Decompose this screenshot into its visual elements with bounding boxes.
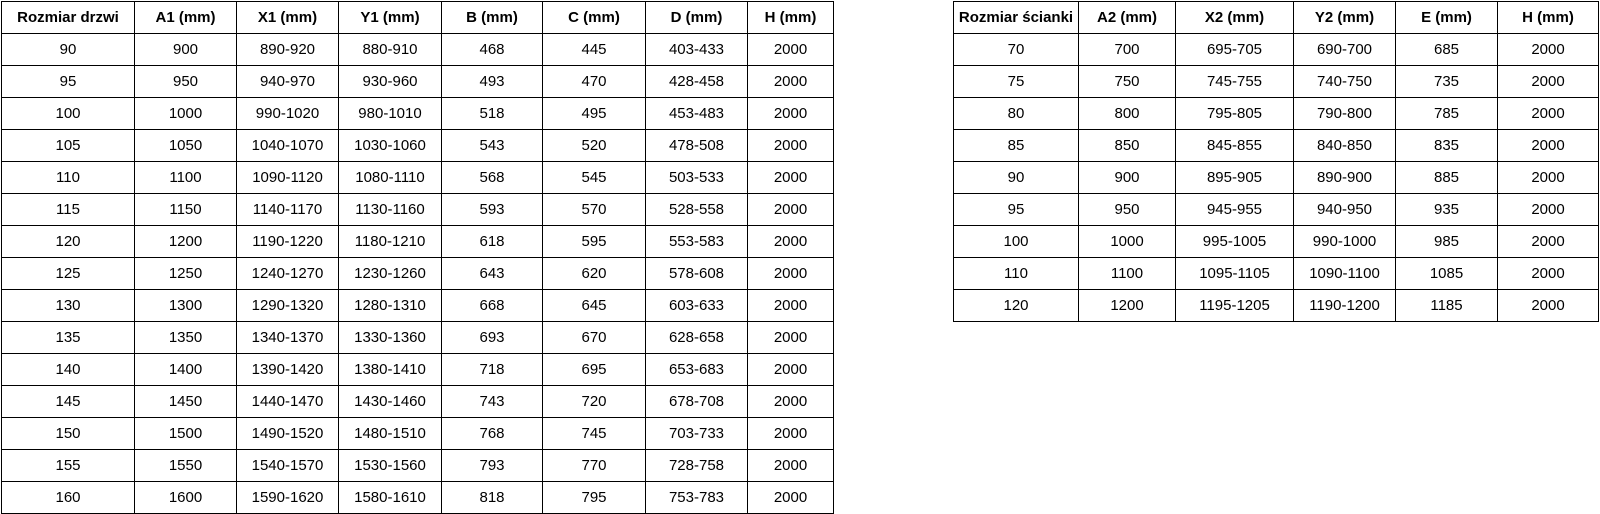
table-cell: 543 bbox=[442, 130, 543, 162]
table-cell: 403-433 bbox=[646, 34, 748, 66]
table-cell: 1190-1220 bbox=[237, 226, 339, 258]
table-cell: 1030-1060 bbox=[339, 130, 442, 162]
table-cell: 568 bbox=[442, 162, 543, 194]
table-cell: 678-708 bbox=[646, 386, 748, 418]
table-row bbox=[2, 130, 834, 162]
table-cell: 1580-1610 bbox=[339, 482, 442, 514]
table-cell: 800 bbox=[1079, 98, 1176, 130]
door-size-table-body bbox=[2, 34, 834, 514]
table-cell: 1140-1170 bbox=[237, 194, 339, 226]
table-row bbox=[954, 34, 1599, 66]
table-cell: 695-705 bbox=[1176, 34, 1294, 66]
table-cell: 1380-1410 bbox=[339, 354, 442, 386]
table-cell: 155 bbox=[2, 450, 135, 482]
table-cell: 703-733 bbox=[646, 418, 748, 450]
table-cell: 1480-1510 bbox=[339, 418, 442, 450]
table-cell: 885 bbox=[1396, 162, 1498, 194]
table-cell: 1590-1620 bbox=[237, 482, 339, 514]
table-cell: 670 bbox=[543, 322, 646, 354]
table-cell: 770 bbox=[543, 450, 646, 482]
table-cell: 2000 bbox=[748, 258, 834, 290]
table-cell: 753-783 bbox=[646, 482, 748, 514]
table-cell: 793 bbox=[442, 450, 543, 482]
table-cell: 1250 bbox=[135, 258, 237, 290]
table-cell: 995-1005 bbox=[1176, 226, 1294, 258]
table-row bbox=[2, 418, 834, 450]
table-cell: 445 bbox=[543, 34, 646, 66]
table-cell: 940-970 bbox=[237, 66, 339, 98]
table-cell: 145 bbox=[2, 386, 135, 418]
table-cell: 1130-1160 bbox=[339, 194, 442, 226]
table-cell: 740-750 bbox=[1294, 66, 1396, 98]
table-cell: 2000 bbox=[748, 386, 834, 418]
table-cell: 1200 bbox=[1079, 290, 1176, 322]
table-cell: 1200 bbox=[135, 226, 237, 258]
table-cell: 818 bbox=[442, 482, 543, 514]
table-cell: 1340-1370 bbox=[237, 322, 339, 354]
column-header: Y2 (mm) bbox=[1294, 2, 1396, 34]
table-cell: 890-920 bbox=[237, 34, 339, 66]
table-cell: 545 bbox=[543, 162, 646, 194]
table-cell: 2000 bbox=[1498, 162, 1599, 194]
table-cell: 795 bbox=[543, 482, 646, 514]
table-cell: 1390-1420 bbox=[237, 354, 339, 386]
table-cell: 453-483 bbox=[646, 98, 748, 130]
table-cell: 990-1020 bbox=[237, 98, 339, 130]
table-cell: 1090-1100 bbox=[1294, 258, 1396, 290]
table-cell: 1195-1205 bbox=[1176, 290, 1294, 322]
table-cell: 1185 bbox=[1396, 290, 1498, 322]
table-cell: 428-458 bbox=[646, 66, 748, 98]
table-cell: 110 bbox=[954, 258, 1079, 290]
table-cell: 945-955 bbox=[1176, 194, 1294, 226]
table-cell: 1050 bbox=[135, 130, 237, 162]
table-cell: 718 bbox=[442, 354, 543, 386]
table-cell: 120 bbox=[2, 226, 135, 258]
table-cell: 790-800 bbox=[1294, 98, 1396, 130]
table-cell: 2000 bbox=[748, 162, 834, 194]
column-header: Rozmiar drzwi bbox=[2, 2, 135, 34]
table-cell: 890-900 bbox=[1294, 162, 1396, 194]
table-cell: 2000 bbox=[748, 130, 834, 162]
table-cell: 785 bbox=[1396, 98, 1498, 130]
table-row bbox=[954, 194, 1599, 226]
column-header: H (mm) bbox=[748, 2, 834, 34]
table-cell: 570 bbox=[543, 194, 646, 226]
table-cell: 1000 bbox=[1079, 226, 1176, 258]
table-cell: 100 bbox=[954, 226, 1079, 258]
table-row bbox=[2, 34, 834, 66]
wall-size-table-body bbox=[954, 34, 1599, 322]
table-cell: 685 bbox=[1396, 34, 1498, 66]
table-cell: 1190-1200 bbox=[1294, 290, 1396, 322]
table-cell: 840-850 bbox=[1294, 130, 1396, 162]
table-cell: 643 bbox=[442, 258, 543, 290]
table-cell: 980-1010 bbox=[339, 98, 442, 130]
table-cell: 80 bbox=[954, 98, 1079, 130]
table-cell: 618 bbox=[442, 226, 543, 258]
table-cell: 653-683 bbox=[646, 354, 748, 386]
table-cell: 2000 bbox=[748, 66, 834, 98]
table-cell: 75 bbox=[954, 66, 1079, 98]
table-cell: 125 bbox=[2, 258, 135, 290]
table-cell: 1080-1110 bbox=[339, 162, 442, 194]
table-cell: 1230-1260 bbox=[339, 258, 442, 290]
table-row bbox=[2, 258, 834, 290]
table-cell: 940-950 bbox=[1294, 194, 1396, 226]
table-cell: 990-1000 bbox=[1294, 226, 1396, 258]
wall-size-table bbox=[953, 1, 1599, 322]
table-cell: 150 bbox=[2, 418, 135, 450]
table-cell: 750 bbox=[1079, 66, 1176, 98]
wall-size-table-header bbox=[954, 2, 1599, 34]
table-cell: 1430-1460 bbox=[339, 386, 442, 418]
table-row bbox=[2, 354, 834, 386]
table-cell: 90 bbox=[2, 34, 135, 66]
table-cell: 1440-1470 bbox=[237, 386, 339, 418]
table-cell: 1540-1570 bbox=[237, 450, 339, 482]
table-cell: 1530-1560 bbox=[339, 450, 442, 482]
table-row bbox=[954, 162, 1599, 194]
table-cell: 495 bbox=[543, 98, 646, 130]
table-cell: 1500 bbox=[135, 418, 237, 450]
table-cell: 743 bbox=[442, 386, 543, 418]
table-cell: 2000 bbox=[748, 322, 834, 354]
table-cell: 1290-1320 bbox=[237, 290, 339, 322]
table-row bbox=[2, 226, 834, 258]
table-cell: 1490-1520 bbox=[237, 418, 339, 450]
table-cell: 1280-1310 bbox=[339, 290, 442, 322]
column-header: X2 (mm) bbox=[1176, 2, 1294, 34]
table-cell: 900 bbox=[135, 34, 237, 66]
table-cell: 1090-1120 bbox=[237, 162, 339, 194]
table-row bbox=[954, 226, 1599, 258]
table-cell: 115 bbox=[2, 194, 135, 226]
table-cell: 95 bbox=[2, 66, 135, 98]
column-header: Rozmiar ścianki bbox=[954, 2, 1079, 34]
table-cell: 695 bbox=[543, 354, 646, 386]
table-cell: 1240-1270 bbox=[237, 258, 339, 290]
table-cell: 1150 bbox=[135, 194, 237, 226]
table-row bbox=[2, 194, 834, 226]
table-row bbox=[2, 66, 834, 98]
table-cell: 520 bbox=[543, 130, 646, 162]
table-cell: 850 bbox=[1079, 130, 1176, 162]
table-cell: 578-608 bbox=[646, 258, 748, 290]
table-cell: 518 bbox=[442, 98, 543, 130]
table-row bbox=[2, 98, 834, 130]
table-cell: 768 bbox=[442, 418, 543, 450]
table-cell: 950 bbox=[1079, 194, 1176, 226]
table-cell: 900 bbox=[1079, 162, 1176, 194]
table-cell: 468 bbox=[442, 34, 543, 66]
table-cell: 130 bbox=[2, 290, 135, 322]
table-cell: 2000 bbox=[748, 194, 834, 226]
table-cell: 620 bbox=[543, 258, 646, 290]
table-cell: 1600 bbox=[135, 482, 237, 514]
table-cell: 2000 bbox=[1498, 290, 1599, 322]
table-cell: 835 bbox=[1396, 130, 1498, 162]
table-cell: 645 bbox=[543, 290, 646, 322]
table-cell: 2000 bbox=[1498, 258, 1599, 290]
table-cell: 1550 bbox=[135, 450, 237, 482]
table-cell: 728-758 bbox=[646, 450, 748, 482]
table-cell: 1330-1360 bbox=[339, 322, 442, 354]
table-cell: 2000 bbox=[1498, 130, 1599, 162]
table-cell: 493 bbox=[442, 66, 543, 98]
table-cell: 2000 bbox=[1498, 194, 1599, 226]
table-cell: 735 bbox=[1396, 66, 1498, 98]
table-cell: 930-960 bbox=[339, 66, 442, 98]
table-cell: 1350 bbox=[135, 322, 237, 354]
table-cell: 110 bbox=[2, 162, 135, 194]
table-cell: 95 bbox=[954, 194, 1079, 226]
table-cell: 90 bbox=[954, 162, 1079, 194]
column-header: A2 (mm) bbox=[1079, 2, 1176, 34]
table-cell: 1400 bbox=[135, 354, 237, 386]
column-header: E (mm) bbox=[1396, 2, 1498, 34]
table-cell: 2000 bbox=[1498, 66, 1599, 98]
table-cell: 693 bbox=[442, 322, 543, 354]
table-cell: 668 bbox=[442, 290, 543, 322]
table-cell: 1000 bbox=[135, 98, 237, 130]
table-row bbox=[2, 322, 834, 354]
table-cell: 603-633 bbox=[646, 290, 748, 322]
column-header: X1 (mm) bbox=[237, 2, 339, 34]
table-row bbox=[2, 482, 834, 514]
table-cell: 1100 bbox=[135, 162, 237, 194]
table-cell: 845-855 bbox=[1176, 130, 1294, 162]
table-cell: 595 bbox=[543, 226, 646, 258]
header-row bbox=[2, 2, 834, 34]
table-cell: 470 bbox=[543, 66, 646, 98]
column-header: H (mm) bbox=[1498, 2, 1599, 34]
door-size-table bbox=[1, 1, 834, 514]
column-header: C (mm) bbox=[543, 2, 646, 34]
table-row bbox=[954, 290, 1599, 322]
table-cell: 950 bbox=[135, 66, 237, 98]
table-cell: 2000 bbox=[748, 482, 834, 514]
table-cell: 2000 bbox=[1498, 34, 1599, 66]
table-cell: 2000 bbox=[1498, 98, 1599, 130]
table-row bbox=[2, 290, 834, 322]
table-cell: 1450 bbox=[135, 386, 237, 418]
table-row bbox=[2, 386, 834, 418]
table-row bbox=[954, 130, 1599, 162]
table-cell: 1180-1210 bbox=[339, 226, 442, 258]
table-row bbox=[2, 162, 834, 194]
table-cell: 745 bbox=[543, 418, 646, 450]
table-cell: 1095-1105 bbox=[1176, 258, 1294, 290]
table-cell: 85 bbox=[954, 130, 1079, 162]
table-cell: 553-583 bbox=[646, 226, 748, 258]
table-cell: 2000 bbox=[748, 290, 834, 322]
table-cell: 160 bbox=[2, 482, 135, 514]
door-size-table-header bbox=[2, 2, 834, 34]
table-cell: 2000 bbox=[1498, 226, 1599, 258]
table-cell: 690-700 bbox=[1294, 34, 1396, 66]
table-cell: 935 bbox=[1396, 194, 1498, 226]
table-cell: 1085 bbox=[1396, 258, 1498, 290]
table-cell: 628-658 bbox=[646, 322, 748, 354]
table-cell: 985 bbox=[1396, 226, 1498, 258]
table-cell: 140 bbox=[2, 354, 135, 386]
column-header: Y1 (mm) bbox=[339, 2, 442, 34]
column-header: A1 (mm) bbox=[135, 2, 237, 34]
table-cell: 2000 bbox=[748, 418, 834, 450]
column-header: B (mm) bbox=[442, 2, 543, 34]
table-cell: 2000 bbox=[748, 354, 834, 386]
table-cell: 1300 bbox=[135, 290, 237, 322]
table-cell: 1100 bbox=[1079, 258, 1176, 290]
table-cell: 895-905 bbox=[1176, 162, 1294, 194]
table-cell: 700 bbox=[1079, 34, 1176, 66]
table-cell: 70 bbox=[954, 34, 1079, 66]
table-cell: 2000 bbox=[748, 450, 834, 482]
table-cell: 100 bbox=[2, 98, 135, 130]
table-row bbox=[2, 450, 834, 482]
table-cell: 105 bbox=[2, 130, 135, 162]
header-row bbox=[954, 2, 1599, 34]
table-cell: 745-755 bbox=[1176, 66, 1294, 98]
table-cell: 2000 bbox=[748, 34, 834, 66]
table-cell: 593 bbox=[442, 194, 543, 226]
table-cell: 503-533 bbox=[646, 162, 748, 194]
table-cell: 2000 bbox=[748, 226, 834, 258]
table-cell: 2000 bbox=[748, 98, 834, 130]
table-cell: 880-910 bbox=[339, 34, 442, 66]
table-cell: 120 bbox=[954, 290, 1079, 322]
table-cell: 135 bbox=[2, 322, 135, 354]
table-cell: 795-805 bbox=[1176, 98, 1294, 130]
table-cell: 478-508 bbox=[646, 130, 748, 162]
column-header: D (mm) bbox=[646, 2, 748, 34]
table-row bbox=[954, 98, 1599, 130]
table-row bbox=[954, 66, 1599, 98]
table-cell: 720 bbox=[543, 386, 646, 418]
table-cell: 528-558 bbox=[646, 194, 748, 226]
table-row bbox=[954, 258, 1599, 290]
table-cell: 1040-1070 bbox=[237, 130, 339, 162]
